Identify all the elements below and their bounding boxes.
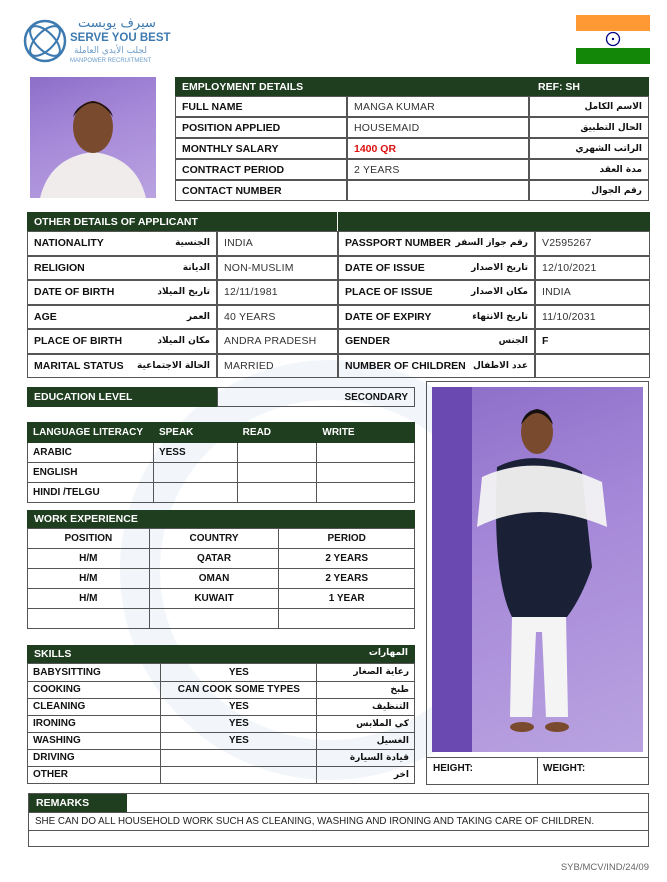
lang-write: [317, 463, 415, 483]
other-row: [338, 231, 650, 256]
logo-arabic-tagline: لجلب الأيدي العاملة: [74, 46, 147, 56]
other-row: [338, 329, 650, 354]
ar-issue-place: مكان الاصدار: [471, 287, 528, 298]
label-marital: MARITAL STATUS: [34, 359, 124, 372]
remarks-text: SHE CAN DO ALL HOUSEHOLD WORK SUCH AS CLEANING, WASHING AND IRONING AND TAKING CARE OF CHILDREN.: [35, 816, 595, 827]
other-row: [338, 305, 650, 330]
label-full-name: FULL NAME: [175, 96, 347, 117]
lang-speak: [153, 483, 237, 503]
lang-speak: [153, 463, 237, 483]
label-children: NUMBER OF CHILDREN: [345, 359, 466, 372]
table-row: [28, 549, 415, 569]
ar-children: عدد الاطفال: [472, 360, 528, 371]
ar-full-name: الاسم الكامل: [529, 96, 649, 117]
label-issue-date: DATE OF ISSUE: [345, 261, 425, 274]
skill-label: DRIVING: [28, 749, 161, 766]
value-issue-place: INDIA: [535, 280, 650, 305]
work-position: H/M: [28, 589, 150, 609]
label-gender: GENDER: [345, 335, 390, 348]
work-country: [149, 609, 279, 629]
work-country: QATAR: [149, 549, 279, 569]
work-period: 2 YEARS: [279, 549, 415, 569]
table-row: [28, 732, 415, 749]
ar-dob: تاريخ الميلاد: [157, 287, 210, 298]
table-row: [28, 483, 415, 503]
lang-name: HINDI /TELGU: [28, 483, 154, 503]
table-row: [28, 609, 415, 629]
table-row: [28, 569, 415, 589]
ref-label: REF: SH: [538, 81, 580, 93]
remarks-section: [28, 793, 649, 847]
applicant-photo-full: [432, 387, 643, 752]
other-row: [338, 256, 650, 281]
table-row: [28, 463, 415, 483]
skills-header-bar: [27, 645, 415, 663]
employment-row-name: [175, 96, 649, 117]
skill-label: COOKING: [28, 681, 161, 698]
label-passport: PASSPORT NUMBER: [345, 237, 451, 250]
work-header-bar: [27, 510, 415, 528]
education-label: EDUCATION LEVEL: [27, 387, 217, 407]
lang-col-language: LANGUAGE LITERACY: [28, 423, 154, 443]
value-dob: 12/11/1981: [217, 280, 338, 305]
skill-value: [161, 766, 317, 783]
applicant-photo-small: [30, 77, 156, 198]
table-row: [28, 589, 415, 609]
ar-contract: مدة العقد: [529, 159, 649, 180]
logo-arabic-name: سيرف يوبست: [78, 16, 156, 31]
work-country: OMAN: [149, 569, 279, 589]
table-row: [28, 443, 415, 463]
skill-value: [161, 749, 317, 766]
ar-salary: الراتب الشهري: [529, 138, 649, 159]
lang-speak: YESS: [153, 443, 237, 463]
other-row: [27, 305, 338, 330]
value-passport: V2595267: [535, 231, 650, 256]
employment-details: [175, 96, 649, 201]
work-table: [27, 528, 415, 629]
value-marital: MARRIED: [217, 354, 338, 379]
lang-read: [237, 483, 317, 503]
ar-religion: الديانة: [182, 262, 210, 273]
skill-ar: رعاية الصغار: [317, 664, 415, 682]
lang-name: ARABIC: [28, 443, 154, 463]
value-contact: [347, 180, 529, 201]
label-dob: DATE OF BIRTH: [34, 286, 115, 299]
work-col-period: PERIOD: [279, 529, 415, 549]
value-nationality: INDIA: [217, 231, 338, 256]
label-issue-place: PLACE OF ISSUE: [345, 286, 433, 299]
value-age: 40 YEARS: [217, 305, 338, 330]
employment-row-contract: [175, 159, 649, 180]
work-country: KUWAIT: [149, 589, 279, 609]
work-period: 1 YEAR: [279, 589, 415, 609]
ar-contact: رقم الجوال: [529, 180, 649, 201]
label-religion: RELIGION: [34, 261, 85, 274]
logo-name: SERVE YOU BEST: [70, 32, 171, 44]
reference-code: SYB/MCV/IND/24/09: [560, 862, 649, 873]
employment-header: EMPLOYMENT DETAILS: [182, 81, 304, 93]
skills-header: SKILLS: [34, 648, 72, 660]
lang-write: [317, 483, 415, 503]
skill-value: YES: [161, 715, 317, 732]
skill-label: WASHING: [28, 732, 161, 749]
weight-label: WEIGHT:: [543, 763, 586, 774]
ar-position: الحال التطبيق: [529, 117, 649, 138]
skill-label: CLEANING: [28, 698, 161, 715]
ar-passport: رقم جواز السفر: [455, 238, 528, 249]
lang-read: [237, 443, 317, 463]
label-nationality: NATIONALITY: [34, 237, 104, 250]
value-religion: NON-MUSLIM: [217, 256, 338, 281]
table-row: [28, 749, 415, 766]
value-issue-date: 12/10/2021: [535, 256, 650, 281]
ar-marital: الحالة الاجتماعية: [137, 360, 210, 371]
employment-row-contact: [175, 180, 649, 201]
work-col-country: COUNTRY: [149, 529, 279, 549]
skill-ar: اخر: [317, 766, 415, 783]
logo-emblem-icon: [22, 18, 68, 64]
label-salary: MONTHLY SALARY: [175, 138, 347, 159]
work-columns-row: [28, 529, 415, 549]
ar-pob: مكان الميلاد: [157, 336, 210, 347]
lang-read: [237, 463, 317, 483]
skill-value: YES: [161, 732, 317, 749]
label-age: AGE: [34, 310, 57, 323]
skill-value: CAN COOK SOME TYPES: [161, 681, 317, 698]
skill-value: YES: [161, 664, 317, 682]
lang-col-speak: SPEAK: [153, 423, 237, 443]
india-flag: [576, 15, 650, 64]
other-details-header: OTHER DETAILS OF APPLICANT: [34, 216, 198, 228]
label-pob: PLACE OF BIRTH: [34, 335, 123, 348]
ashoka-chakra-icon: [605, 31, 621, 47]
work-period: [279, 609, 415, 629]
skill-label: OTHER: [28, 766, 161, 783]
label-contact: CONTACT NUMBER: [175, 180, 347, 201]
employment-row-position: [175, 117, 649, 138]
other-row: [27, 231, 338, 256]
skill-ar: كي الملابس: [317, 715, 415, 732]
skill-value: YES: [161, 698, 317, 715]
work-col-position: POSITION: [28, 529, 150, 549]
skill-label: BABYSITTING: [28, 664, 161, 682]
ar-age: العمر: [186, 311, 210, 322]
skills-header-ar: المهارات: [368, 648, 408, 658]
other-details-right: [338, 231, 650, 378]
table-row: [28, 715, 415, 732]
other-row: [338, 280, 650, 305]
skills-table: [27, 663, 415, 784]
table-row: [28, 698, 415, 715]
ar-expiry: تاريخ الانتهاء: [472, 311, 528, 322]
logo-tagline: MANPOWER RECRUITMENT: [70, 58, 152, 64]
value-pob: ANDRA PRADESH: [217, 329, 338, 354]
remarks-header: REMARKS: [29, 794, 127, 812]
skill-ar: قيادة السيارة: [317, 749, 415, 766]
table-row: [28, 766, 415, 783]
value-expiry: 11/10/2031: [535, 305, 650, 330]
table-row: [28, 664, 415, 682]
skill-ar: التنظيف: [317, 698, 415, 715]
lang-write: [317, 443, 415, 463]
value-full-name: MANGA KUMAR: [347, 96, 529, 117]
language-table: [27, 422, 415, 503]
value-position: HOUSEMAID: [347, 117, 529, 138]
other-row: [338, 354, 650, 379]
education-value: SECONDARY: [217, 387, 415, 407]
work-position: H/M: [28, 549, 150, 569]
employment-row-salary: [175, 138, 649, 159]
ar-issue-date: تاريخ الاصدار: [471, 262, 528, 273]
other-row: [27, 256, 338, 281]
value-children: [535, 354, 650, 379]
skill-ar: طبخ: [317, 681, 415, 698]
lang-col-write: WRITE: [317, 423, 415, 443]
work-period: 2 YEARS: [279, 569, 415, 589]
label-position: POSITION APPLIED: [175, 117, 347, 138]
label-expiry: DATE OF EXPIRY: [345, 310, 432, 323]
education-row: [27, 387, 415, 407]
lang-col-read: READ: [237, 423, 317, 443]
height-label: HEIGHT:: [433, 763, 473, 774]
work-position: [28, 609, 150, 629]
work-position: H/M: [28, 569, 150, 589]
other-row: [27, 280, 338, 305]
full-photo-frame: [426, 381, 649, 785]
employment-header-bar: [175, 77, 649, 96]
skill-label: IRONING: [28, 715, 161, 732]
ar-gender: الجنس: [498, 336, 528, 347]
label-contract: CONTRACT PERIOD: [175, 159, 347, 180]
table-row: [28, 681, 415, 698]
lang-name: ENGLISH: [28, 463, 154, 483]
value-contract: 2 YEARS: [347, 159, 529, 180]
other-details-header-bar: [27, 212, 650, 231]
other-row: [27, 354, 338, 379]
work-header: WORK EXPERIENCE: [34, 513, 138, 525]
other-row: [27, 329, 338, 354]
value-gender: F: [535, 329, 650, 354]
language-header-row: [28, 423, 415, 443]
ar-nationality: الجنسية: [175, 238, 210, 249]
skill-ar: الغسيل: [317, 732, 415, 749]
company-logo: [22, 16, 172, 68]
other-details-left: [27, 231, 338, 378]
value-salary: 1400 QR: [347, 138, 529, 159]
